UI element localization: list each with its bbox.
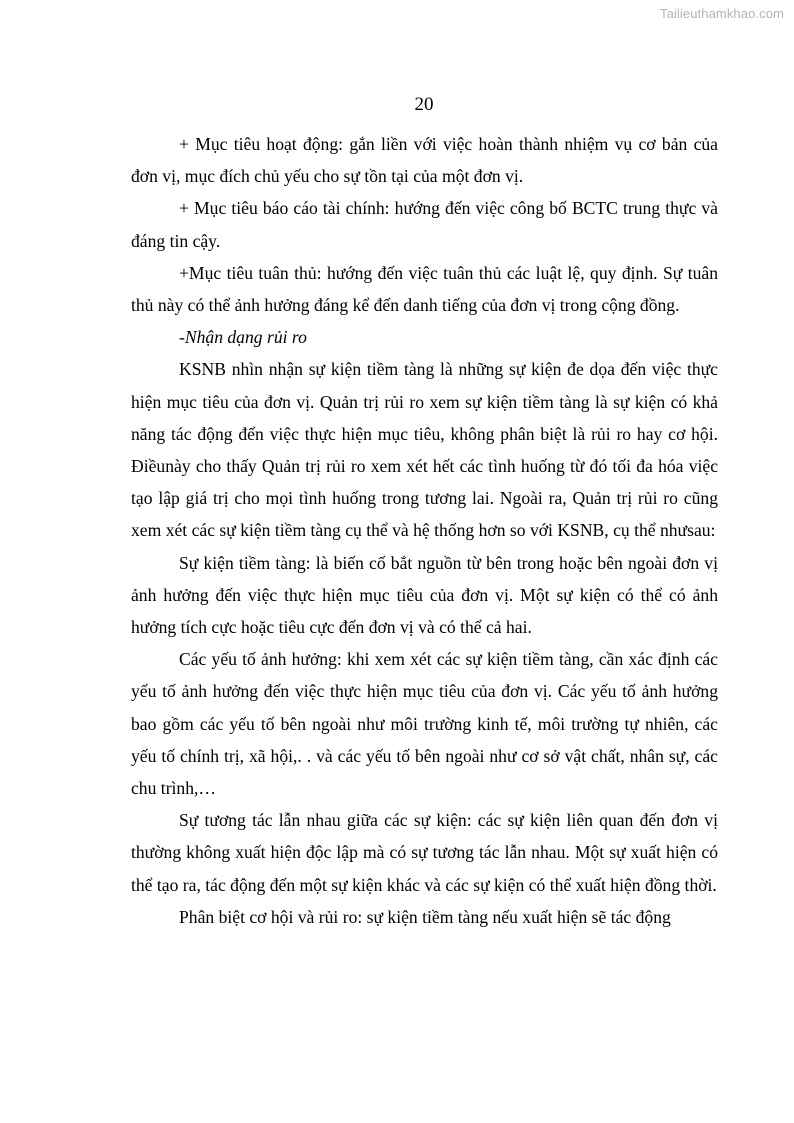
paragraph-influencing-factors: Các yếu tố ảnh hưởng: khi xem xét các sự kiện tiềm tàng, cần xác định các yếu tố ảnh hưởng đến việc thực hiện mục tiêu của đơn vị. Các yếu tố ảnh hưởng bao gồm các yếu tố bên ngoài như môi trường kinh tế, môi trường tự nhiên, các yếu tố chính trị, xã hội,. . và các yếu tố bên ngoài như cơ sở vật chất, nhân sự, các chu trình,… <box>131 649 718 799</box>
paragraph-operational-objective: + Mục tiêu hoạt động: gắn liền với việc hoàn thành nhiệm vụ cơ bản của đơn vị, mục đích chủ yếu cho sự tồn tại của một đơn vị. <box>131 134 718 187</box>
paragraph-event-interaction: Sự tương tác lẫn nhau giữa các sự kiện: các sự kiện liên quan đến đơn vị thường không xuất hiện độc lập mà có sự tương tác lẫn nhau. Một sự xuất hiện có thể tạo ra, tác động đến một sự kiện khác và các sự kiện có thể xuất hiện đồng thời. <box>131 810 718 895</box>
site-watermark: Tailieuthamkhao.com <box>659 6 784 21</box>
paragraph-compliance-objective: +Mục tiêu tuân thủ: hướng đến việc tuân thủ các luật lệ, quy định. Sự tuân thủ này có thể ảnh hưởng đáng kể đến danh tiếng của đơn vị trong cộng đồng. <box>131 262 718 316</box>
document-body <box>131 128 718 933</box>
paragraph-ksnb-potential-events: KSNB nhìn nhận sự kiện tiềm tàng là những sự kiện đe dọa đến việc thực hiện mục tiêu của đơn vị. Quản trị rủi ro xem sự kiện tiềm tàng là sự kiện có khả năng tác động đến việc thực hiện mục tiêu, không phân biệt là rủi ro hay cơ hội. Điềunày cho thấy Quản trị rủi ro xem xét hết các tình huống từ đó tối đa hóa việc tạo lập giá trị cho mọi tình huống trong tương lai. Ngoài ra, Quản trị rủi ro cũng xem xét các sự kiện tiềm tàng cụ thể và hệ thống hơn so với KSNB, cụ thể nhưsau: <box>131 359 718 541</box>
paragraph-financial-reporting-objective: + Mục tiêu báo cáo tài chính: hướng đến việc công bố BCTC trung thực và đáng tin cậy. <box>131 198 718 251</box>
section-heading-risk-identification: -Nhận dạng rủi ro <box>179 327 307 348</box>
paragraph-opportunity-vs-risk: Phân biệt cơ hội và rủi ro: sự kiện tiềm tàng nếu xuất hiện sẽ tác động <box>179 906 671 927</box>
page-number: 20 <box>414 94 434 115</box>
paragraph-potential-events: Sự kiện tiềm tàng: là biến cố bắt nguồn từ bên trong hoặc bên ngoài đơn vị ảnh hưởng đến việc thực hiện mục tiêu của đơn vị. Một sự kiện có thể có ảnh hưởng tích cực hoặc tiêu cực đến đơn vị và có thể cả hai. <box>131 552 718 638</box>
